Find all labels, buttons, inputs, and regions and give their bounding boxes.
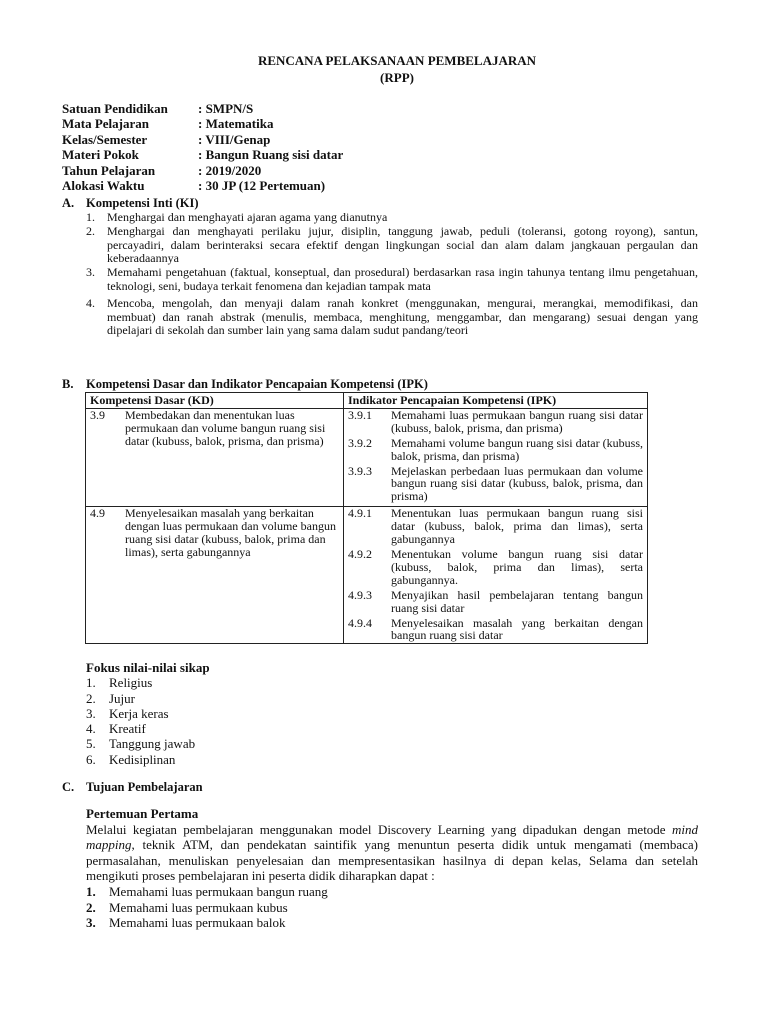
ipk-text: Menyajikan hasil pembelajaran tentang bangun ruang sisi datar <box>391 587 643 615</box>
ipk-item <box>348 507 643 546</box>
paragraph-italic-text: mind mapping <box>86 821 698 853</box>
item-number: 2. <box>86 899 96 915</box>
list-item <box>86 211 698 225</box>
item-number: 4. <box>86 721 96 737</box>
identity-value: : 30 JP (12 Pertemuan) <box>198 178 326 194</box>
identity-value: : Bangun Ruang sisi datar <box>198 147 344 163</box>
ipk-code: 3.9.2 <box>348 435 372 450</box>
ipk-text: Mejelaskan perbedaan luas permukaan dan volume bangun ruang sisi datar (kubuss, balok, prisma, dan prisma) <box>391 463 643 504</box>
identity-row <box>62 116 343 131</box>
item-number: 4. <box>86 295 95 310</box>
item-text: Kerja keras <box>109 705 169 721</box>
section-letter: B. <box>62 377 74 391</box>
ipk-item <box>348 437 643 463</box>
section-title: Kompetensi Inti (KI) <box>86 196 199 210</box>
ipk-item <box>348 548 643 587</box>
ipk-code: 4.9.2 <box>348 546 372 561</box>
ipk-text: Memahami luas permukaan bangun ruang sisi datar (kubuss, balok, prisma, dan prisma) <box>391 407 643 435</box>
item-number: 2. <box>86 223 95 238</box>
list-item <box>86 225 698 266</box>
column-header-kd: Kompetensi Dasar (KD) <box>86 393 344 409</box>
paragraph-text: Melalui kegiatan pembelajaran menggunakan model Discovery Learning yang dipadukan dengan metode <box>86 821 672 837</box>
item-text: Tanggung jawab <box>109 736 196 752</box>
identity-row <box>62 147 343 162</box>
list-item <box>86 691 210 706</box>
list-item <box>86 266 698 294</box>
item-text: Menghargai dan menghayati perilaku jujur, disiplin, tanggung jawab, peduli (toleransi, gotong royong), santun, percayadiri, dalam berinteraksi secara efektif dengan lingkungan social dan alam dalam jangkauan pergaulan dan keberadaannya <box>107 223 698 266</box>
fokus-heading: Fokus nilai-nilai sikap <box>86 660 210 675</box>
identity-label: Kelas/Semester <box>62 131 148 147</box>
section-title: Kompetensi Dasar dan Indikator Pencapaian Kompetensi (IPK) <box>86 377 428 391</box>
identity-row <box>62 101 343 116</box>
section-title: Tujuan Pembelajaran <box>86 780 203 794</box>
identity-label: Materi Pokok <box>62 147 139 163</box>
list-item <box>86 900 698 916</box>
item-number: 1. <box>86 675 96 691</box>
identity-value: : 2019/2020 <box>198 162 262 178</box>
ipk-item <box>348 589 643 615</box>
identity-row <box>62 163 343 178</box>
section-a-heading <box>62 196 199 211</box>
item-number: 3. <box>86 265 95 280</box>
ipk-text: Menentukan volume bangun ruang sisi datar (kubuss, balok, prima dan limas), serta gabungannya. <box>391 546 643 587</box>
item-text: Memahami luas permukaan kubus <box>109 899 288 915</box>
ipk-code: 4.9.1 <box>348 506 372 521</box>
list-item <box>86 706 210 721</box>
ipk-cell <box>344 507 648 644</box>
section-b-heading <box>62 377 428 392</box>
list-item <box>86 675 210 690</box>
ipk-cell <box>344 408 648 506</box>
ipk-code: 4.9.3 <box>348 587 372 602</box>
kd-code: 3.9 <box>90 407 105 422</box>
tujuan-paragraph <box>86 822 698 884</box>
ipk-item <box>348 617 643 643</box>
item-number: 3. <box>86 915 96 931</box>
ipk-code: 4.9.4 <box>348 615 372 630</box>
section-letter: C. <box>62 780 75 794</box>
item-text: Kedisiplinan <box>109 751 176 767</box>
identity-value: : Matematika <box>198 116 274 132</box>
fokus-sikap <box>86 660 210 767</box>
kd-cell <box>86 408 344 506</box>
item-number: 1. <box>86 883 96 899</box>
list-item <box>86 736 210 751</box>
document-title <box>0 52 768 86</box>
item-text: Menghargai dan menghayati ajaran agama yang dianutnya <box>107 210 388 224</box>
ipk-item <box>348 409 643 435</box>
list-item <box>86 915 698 931</box>
section-c-heading <box>62 780 203 795</box>
identity-block <box>62 101 343 193</box>
meeting-title: Pertemuan Pertama <box>86 806 199 821</box>
ipk-text: Menyelesaikan masalah yang berkaitan dengan bangun ruang sisi datar <box>391 615 643 643</box>
list-item <box>86 721 210 736</box>
section-letter: A. <box>62 196 75 210</box>
identity-row <box>62 132 343 147</box>
identity-row <box>62 178 343 193</box>
ipk-text: Menentukan luas permukaan bangun ruang sisi datar (kubuss, balok, prima dan limas), serta gabungannya <box>391 506 643 547</box>
table-row <box>86 507 648 644</box>
identity-value: : SMPN/S <box>198 101 254 116</box>
kd-text: Menyelesaikan masalah yang berkaitan dengan luas permukaan dan volume bangun ruang sisi datar (kubuss, balok, prima dan limas), serta gabungannya <box>125 506 336 559</box>
ipk-code: 3.9.3 <box>348 463 372 478</box>
item-text: Jujur <box>109 690 135 706</box>
item-number: 6. <box>86 751 96 767</box>
item-number: 1. <box>86 210 95 224</box>
identity-label: Satuan Pendidikan <box>62 101 168 116</box>
ipk-code: 3.9.1 <box>348 407 372 422</box>
title-line-2: (RPP) <box>380 70 414 85</box>
identity-label: Mata Pelajaran <box>62 116 150 132</box>
paragraph-text: , teknik ATM, dan pendekatan saintifik yang menuntun peserta didik untuk mengamati (membaca) permasalahan, menuliskan penyelesaian dan mempresentasikan hasilnya di depan kelas, Selama dan setelah mengikuti proses pembelajaran ini peserta didik diharapkan dapat : <box>86 837 698 884</box>
item-number: 3. <box>86 705 96 721</box>
item-text: Memahami luas permukaan bangun ruang <box>109 883 328 899</box>
item-number: 5. <box>86 736 96 752</box>
item-text: Memahami luas permukaan balok <box>109 915 286 931</box>
list-item <box>86 884 698 900</box>
list-item <box>86 752 210 767</box>
kd-ipk-table <box>85 392 648 644</box>
ipk-item <box>348 465 643 504</box>
identity-label: Alokasi Waktu <box>62 178 145 194</box>
title-line-1: RENCANA PELAKSANAAN PEMBELAJARAN <box>257 53 537 68</box>
column-header-ipk: Indikator Pencapaian Kompetensi (IPK) <box>344 393 648 409</box>
list-item <box>86 297 698 338</box>
tujuan-body <box>86 806 698 931</box>
ki-list <box>86 211 698 338</box>
item-text: Religius <box>109 675 153 691</box>
ipk-text: Memahami volume bangun ruang sisi datar (kubuss, balok, prisma, dan prisma) <box>391 435 643 463</box>
item-text: Mencoba, mengolah, dan menyaji dalam ranah konkret (menggunakan, mengurai, merangkai, memodifikasi, dan membuat) dan ranah abstrak (menulis, membaca, menghitung, menggambar, dan mengarang) sesuai dengan yang dipelajari di sekolah dan sumber lain yang sama dalam sudut pandang/teori <box>107 295 698 338</box>
item-text: Kreatif <box>109 721 146 737</box>
item-text: Memahami pengetahuan (faktual, konseptual, dan prosedural) berdasarkan rasa ingin tahunya tentang ilmu pengetahuan, teknologi, seni, budaya terkait fenomena dan kejadian tampak mata <box>107 265 698 293</box>
table-row <box>86 408 648 506</box>
kd-cell <box>86 507 344 644</box>
item-number: 2. <box>86 690 96 706</box>
table-header-row <box>86 393 648 409</box>
identity-label: Tahun Pelajaran <box>62 162 156 178</box>
identity-value: : VIII/Genap <box>198 131 271 147</box>
kd-text: Membedakan dan menentukan luas permukaan dan volume bangun ruang sisi datar (kubuss, balok, prisma, dan prisma) <box>125 407 326 448</box>
kd-code: 4.9 <box>90 506 105 521</box>
